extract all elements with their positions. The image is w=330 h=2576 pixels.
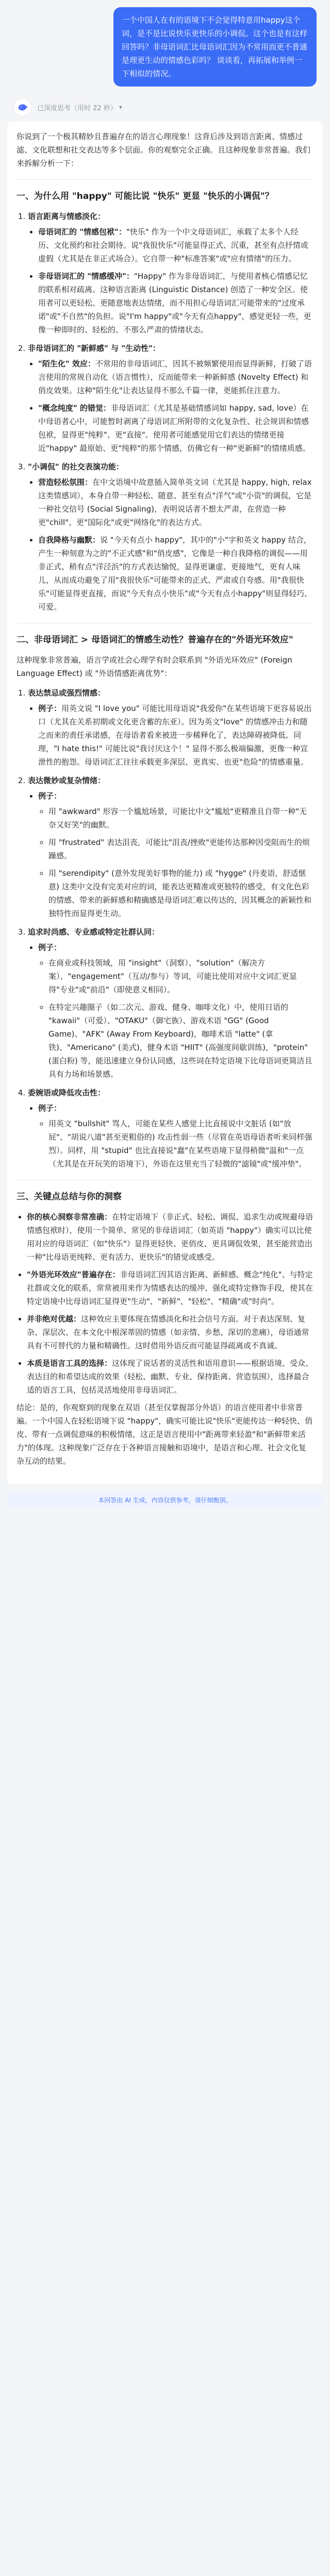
sub-heading: 本质是语言工具的选择： [27,1359,112,1368]
sub-text: 在中文语境中故意插入简单英文词（尤其是 happy, high, relax 这类情感词），本身自带一种轻松、随意、甚至有点"洋气"或"小资"的调侃，它是一种社交信号 (Social Signaling)，表明说话者不想太严肃，在营造一种更"chill"、更"国际化"或更"网络化"的表达方式。 [38,478,312,527]
list-item: ◦ 在商业或科技领域，用 "insight"（洞察）、"solution"（解决方案）、"engagement"（互动/参与）等词，可能比使用对应中文词汇更显得"专业"或"前沿"（即使意义相同）。 [48,956,314,996]
item-heading: "小调侃" 的社交表演功能： [28,462,124,471]
list-item [28,925,314,1081]
list-item [38,533,314,614]
list-item [38,225,314,265]
list-item: ◦ 用 "frustrated" 表达沮丧，可能比"沮丧/挫败"更能传达那种因受阻而生的烦躁感。 [48,836,314,862]
section-2-title: 二、非母语词汇 > 母语词汇的情感生动性？普遍存在的"外语光环效应" [16,635,293,645]
item-heading: 表达禁忌或强烈情感： [28,688,106,698]
sub-heading: "概念纯度" 的错觉： [38,403,111,413]
sub-heading: 自我降格与幽默： [38,535,101,545]
conclusion: 结论：是的，你观察到的现象在双语（甚至仅掌握部分外语）的语言使用者中非常普遍。一个中国人在轻松语境下说 "happy"，确实可能比说"快乐"更能传达一种轻快、俏皮、带有一点调侃意味的积极情绪，这正是语言使用中"距离带来轻盈"和"新鲜带来活力"的体现。这种现象广泛存在于各种语言接触和语境中，是语言和心理、社会文化复杂互动的结果。 [16,1403,312,1466]
list-item [38,357,314,397]
sub-text: 用英文说 "I love you" 可能比用母语说"我爱你"在某些语境下更容易说出口（尤其在关系初期或文化更含蓄的东亚）。因为英文"love" 的情感冲击力和随之而来的责任承诺感，在母语者看来被进一步稀释化了，表达障碍被降低。同理，"I hate this!" 可能比说"我讨厌这个！" 显得不那么极端偏激，更像一种宣泄性的抱怨。母语词汇汇往往承载更多深层、更真实、也更"危险"的情感重量。 [38,704,312,767]
sub-heading: 并非绝对优越： [27,1314,81,1324]
section-2-intro: 这种现象非常普遍，语言学或社会心理学有时会联系到 "外语光环效应" (Foreign Language Effect) 或 "外语情感距离优势"： [16,655,292,678]
sub-text: 这体现了说话者的灵活性和语用意识——根据语境、受众、表达目的和希望达成的效果（轻松、幽默、专业、保持距离、营造氛围），选择最合适的语言工具，包括灵活地使用非母语词汇。 [27,1359,314,1395]
sub-text: 在特定语境下（非正式、轻松、调侃、追求生动或规避母语情感包袱时），使用一个简单、常见的非母语词汇（如英语 "happy"）确实可以比使用对应的母语词汇（如"快乐"）显得更轻快、更俏皮、更具调侃效果，甚至能营造出一种"比母语更纯粹、更有活力、更快乐"的错觉或感受。 [27,1212,314,1262]
item-heading: 表达微妙或复杂情绪： [28,776,106,785]
list-item [28,342,314,455]
list-item [38,401,314,455]
list-item [27,1268,314,1308]
item-heading: 追求时尚感、专业感或特定社群认同： [28,927,160,937]
list-item: ◦ 用 "awkward" 形容一个尴尬场景，可能比中文"尴尬"更精准且自带一种"无奈又好笑"的幽默。 [48,805,314,832]
list-item [28,210,314,336]
sub-heading: 母语词汇的 "情感包袱"： [38,227,126,236]
sub-heading: 例子： [38,1104,62,1113]
sub-heading: 例子： [38,943,62,952]
list-item [28,686,314,769]
list-item: ◦ 在特定兴趣圈子（如二次元、游戏、健身、咖啡文化）中，使用日语的 "kawaii"（可爱）、"OTAKU"（御宅族）、游戏术语 "GG" (Good Game)、"AFK" (Away From Keyboard)，咖啡术语 "latte" (拿铁)、"Americano" (美式)，健身术语 "HIIT" (高强度间歇训练)，"protein" (蛋白粉) 等，能迅速建立身份认同感，这些词在特定语境下比母语词更简洁且具有力场和场景感。 [48,1001,314,1081]
list-item [27,1210,314,1264]
sub-text: 说 "今天有点小 happy"，其中的"小"字和英文 happy 结合，产生一种刻意为之的"不正式感"和"俏皮感"，它像是一种自我降格的调侃——用非正式、稍有点"洋泾浜"的方式表达愉悦，显得更谦虚、更接地气，更有人味儿，从而成功避免了用"我很快乐"可能带来的正式、严肃或自夸感。用"我很快乐"可能显得更直接，而说"今天有点小快乐"或"今天有点小happy"则显得轻巧、可爱。 [38,535,312,612]
sub-text: 这种效应主要体现在情感淡化和社会信号方面。对于表达深刻、复杂、深层次、在本文化中根深蒂固的情感（如亲情、乡愁、深切的悲痛），母语通常具有不可替代的力量和精确性。这时借用外语反而可能显得疏离或不真诚。 [27,1314,309,1350]
list-item [38,941,314,1081]
sub-text: "快乐" 作为一个中文母语词汇，承载了太多个人经历、文化预约和社会期待。说"我很快乐"可能显得正式、沉重，甚至有点抒情或虚假（尤其是在非正式场合）。它自带一种"标准答案"或"应有情绪"的压力。 [38,227,308,263]
sub-heading: 例子： [38,704,62,713]
sub-text: 不常用的非母语词汇，因其不被频繁使用而显得新鲜，打破了语言使用的常规自动化（语言惯性），反而能带来一种新鲜感 (Novelty Effect) 和俏皮效果。这种"陌生化"让表达显得不那么千篇一律，更能抓住注意力。 [38,359,312,395]
section-3-title: 三、关键点总结与你的洞察 [16,1192,122,1202]
answer-intro: 你说到了一个极其精妙且普遍存在的语言心理现象！这背后涉及到语言距离、情感过滤、文化联想和社交表达等多个层面。你的观察完全正确。且这种现象非常普遍。我们来拆解分析一下： [16,132,311,168]
sub-text: 非母语词汇因其语言距离、新鲜感、概念"纯化"、与特定社群或文化的联系，常常被用来作为情感表达的缓冲、强化或特定修饰手段，使其在特定语境中比母语词汇显得更"生动"、"新鲜"、"轻松"、"精确"或"时尚"。 [27,1270,314,1306]
list-item [28,1086,314,1171]
section-1-title: 一、为什么用 "happy" 可能比说 "快乐" 更显 "快乐的小调侃"？ [16,191,274,201]
item-heading: 语言距离与情感淡化： [28,212,106,221]
list-item: ◦ 用 "serendipity" (意外发现美好事物的能力) 或 "hygge" (丹麦语，舒适惬意) 这类中文没有完美对应的词，能表达更精准或更独特的感受，有文化色彩的情感、带来的新鲜感和精确感是母语词汇难以传达的，因其概念的新颖性和独特性而显得更生动。 [48,867,314,920]
divider [16,179,314,180]
ai-disclaimer: 本回答由 AI 生成，内容仅供参考，请仔细甄别。 [7,1492,323,1509]
assistant-avatar [13,98,32,116]
sub-heading: 非母语词汇的 "情感缓冲"： [38,272,134,281]
list-item [38,702,314,769]
list-item [28,460,314,614]
list-item [27,1312,314,1352]
chevron-down-icon[interactable]: ▾ [119,104,122,111]
sub-heading: 你的核心洞察非常准确： [27,1212,112,1222]
sub-heading: 营造轻松氛围： [38,478,93,487]
item-heading: 非母语词汇的 "新鲜感" 与 "生动性"： [28,344,160,353]
sub-text: 非母语词汇（尤其是基础情感词如 happy, sad, love）在中母语者心中，可能暂时剥离了母语词汇所附带的文化复杂性、社会规训和情感包袱，显得更"纯粹"、更"直接"。使用者可能感觉用它们表达的情绪更接近"happy" 最原始、更"纯粹"的那个情感，仿佛它有一种"更新鲜"的情绪质感。 [38,403,310,453]
list-item [38,1101,314,1171]
item-heading: 委婉语或降低攻击性： [28,1088,106,1097]
list-item [38,269,314,336]
list-item [27,1357,314,1397]
sub-heading: "陌生化" 效应： [38,359,95,368]
whale-logo-icon [17,101,28,113]
list-item: ◦ 用英文 "bullshit" 骂人，可能在某些人感觉上比直接说中文脏话 (如"放屁"、"胡说八道"甚至更粗俗的) 攻击性弱一些（尽管在英语母语者听来同样强烈）。同样，用 "stupid" 也比直接说"蠢"在某些语境下显得稍微"温和"一点（尤其是在开玩笑的语境下），外语在这里充当了轻微的"滤镜"或"缓冲垫"。 [48,1117,314,1171]
list-item [28,774,314,920]
list-item [38,789,314,920]
section-3-list [16,1210,314,1397]
section-1-list [16,210,314,614]
sub-heading: 例子： [38,791,62,801]
section-2-list [16,686,314,1171]
sub-heading: "外语光环效应"普遍存在： [27,1270,120,1279]
sub-text: "Happy" 作为非母语词汇，与使用者核心情感记忆的联系相对疏离。这种语言距离 (Linguistic Distance) 创造了一种安全区。使用者可以更轻松、更随意地表达情绪，而不用担心母语词汇可能带来的"过度承诺"或"不自然"的负担。说"I'm happy"或"今天有点happy"，感觉更轻一些，更像一种即时的、轻松的、不那么严肃的情绪状态。 [38,272,311,334]
assistant-header [13,98,317,116]
assistant-answer [7,122,323,1484]
list-item [38,476,314,529]
user-message-bubble: 一个中国人在有的语境下不会觉得特意用happy这个词，是不是比说快乐更快乐的小调侃。这个也是有这样回答吗？非母语词汇比母语词汇因为不常用而更不普通是理更生动的情感色彩吗？ 谈谈看，再拓展和举例一下相似的情况。 [113,7,317,87]
thinking-status[interactable]: 已深度思考（用时 22 秒） [37,104,117,112]
